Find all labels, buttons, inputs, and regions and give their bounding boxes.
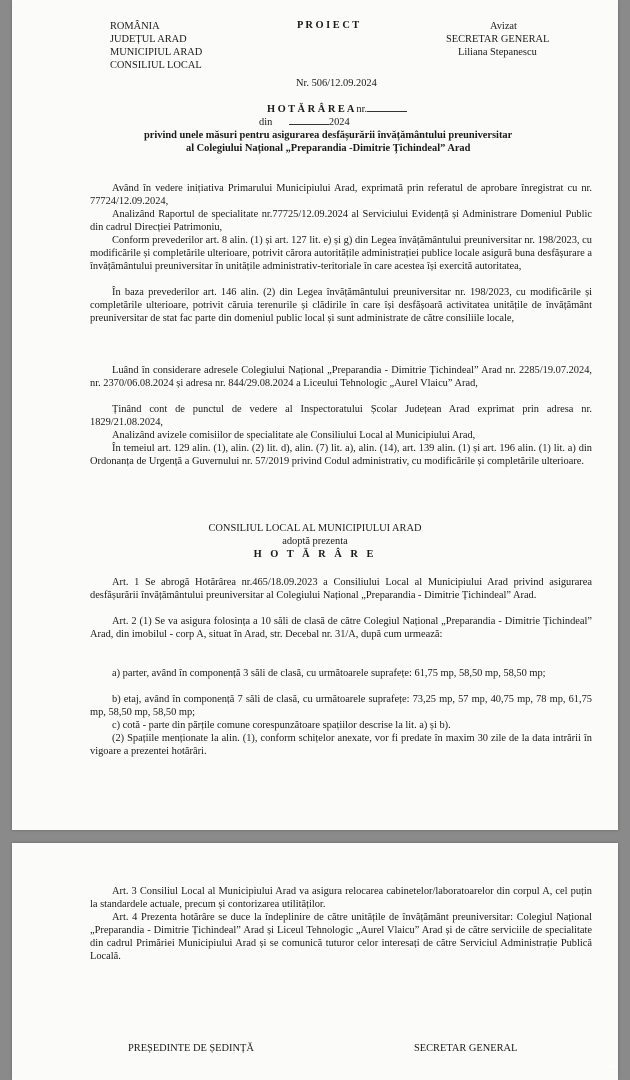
article-4: Art. 4 Prezenta hotărâre se duce la îndeplinire de către unitățile de învățământ preuniversitar: Colegiul Național „Preparandia - Dimitrie Țichindeal” Arad și Liceul Tehnologic „Aurel Vlaicu” Arad și de către serviciile de specialitate din cadrul Primăriei Municipiului Arad și se comunică tuturor celor interesați de către Serviciul Administrație Publică Locală. — [90, 912, 592, 962]
document-page-1 — [12, 0, 618, 830]
preamble-law-art146: În baza prevederilor art. 146 alin. (2) din Legea învățământului preuniversitar nr. 198/2023, cu modificările și completările ulterioare, potrivit căruia terenurile și clădirile în care își desfășoară activitatea unitățile de învățământ preuniversitar de stat fac parte din domeniul public local și sunt administrate de către consiliile locale, — [90, 287, 592, 324]
header-council: CONSILIUL LOCAL — [110, 60, 202, 71]
registration-number: Nr. 506/12.09.2024 — [296, 78, 377, 89]
article-2-ground-floor: a) parter, având în componență 3 săli de clasă, cu următoarele suprafețe: 61,75 mp, 58,50 mp, 58,50 mp; — [112, 668, 546, 679]
council-name: CONSILIUL LOCAL AL MUNICIPIULUI ARAD — [208, 523, 422, 534]
article-1: Art. 1 Se abrogă Hotărârea nr.465/18.09.2023 a Consiliului Local al Municipiului Arad privind asigurarea desfășurării învățământului preuniversitar al Colegiului Național „Preparandia - Dimitrie Țichindeal” Arad. — [90, 577, 592, 601]
secretary-general-title: SECRETAR GENERAL — [446, 34, 550, 45]
preamble-initiative: Având în vedere inițiativa Primarului Municipiului Arad, exprimată prin referatul de aprobare înregistrat cu nr. 77724/12.09.2024, — [90, 183, 592, 207]
article-2-upper-floor: b) etaj, având în componență 7 săli de clasă, cu următoarele suprafețe: 73,25 mp, 57 mp, 40,75 mp, 78 mp, 61,75 mp, 58,50 mp, 58,50 mp; — [90, 694, 592, 718]
title-subject-line-1: privind unele măsuri pentru asigurarea desfășurării învățământului preuniversitar — [144, 130, 513, 141]
title-heading — [267, 103, 407, 116]
title-nr-label: nr. — [356, 104, 368, 115]
preamble-inspectorate: Ținând cont de punctul de vedere al Inspectoratului Școlar Județean Arad exprimat prin adresa nr. 1829/21.08.2024, — [90, 404, 592, 428]
article-2-paragraph-2: (2) Spațiile menționate la alin. (1), conform schițelor anexate, vor fi predate în maxim 30 zile de la data intrării în vigoare a prezentei hotărâri. — [90, 733, 592, 757]
title-din-label: din — [259, 117, 273, 128]
endorsed-label: Avizat — [490, 21, 517, 32]
title-year: 2024 — [328, 117, 350, 128]
signature-president: PREȘEDINTE DE ȘEDINȚĂ — [128, 1043, 254, 1054]
header-county: JUDEȚUL ARAD — [110, 34, 187, 45]
header-municipality: MUNICIPIUL ARAD — [110, 47, 203, 58]
title-subject-line-2: al Colegiului Național „Preparandia -Dimitrie Țichindeal” Arad — [186, 143, 471, 154]
document-page-2 — [12, 843, 618, 1080]
preamble-law-art8: Conform prevederilor art. 8 alin. (1) și art. 127 lit. e) și g) din Legea învățământului preuniversitar nr. 198/2023, cu modificările și completările ulterioare, potrivit cărora autoritățile administrației publice locale asigură buna desfășurare a învățământului preuniversitar în unitățile administrativ-teritoriale în care acestea își exercită autoritatea, — [90, 235, 593, 272]
nr-blank-line — [367, 111, 407, 112]
date-blank-line — [289, 124, 329, 125]
council-adopts: adoptă prezenta — [282, 536, 348, 547]
article-2-intro: Art. 2 (1) Se va asigura folosința a 10 săli de clasă de către Colegiul Național „Preparandia - Dimitrie Țichindeal” Arad, din imobilul - corp A, situat în Arad, str. Decebal nr. 31/A, după cum urmează: — [90, 616, 592, 640]
title-heading-text: H O T Ă R Â R E A — [267, 104, 354, 115]
decision-heading: H O T Ă R Â R E — [253, 549, 377, 560]
secretary-general-name: Liliana Stepanescu — [458, 47, 537, 58]
preamble-committees: Analizând avizele comisiilor de specialitate ale Consiliului Local al Municipiului Arad, — [112, 430, 476, 441]
project-label: P R O I E C T — [297, 20, 360, 31]
header-country: ROMÂNIA — [110, 21, 160, 32]
signature-secretary: SECRETAR GENERAL — [414, 1043, 518, 1054]
title-date-line — [259, 116, 350, 129]
preamble-addresses: Luând în considerare adresele Colegiului Național „Preparandia - Dimitrie Țichindeal” Arad nr. 2285/19.07.2024, nr. 2370/06.08.2024 și adresa nr. 844/29.08.2024 a Liceului Tehnologic „Aurel Vlaicu” Arad, — [90, 365, 592, 389]
article-3: Art. 3 Consiliul Local al Municipiului Arad va asigura relocarea cabinetelor/laboratoarelor din corpul A, cel puțin la standardele actuale, precum și contorizarea utilităților. — [90, 886, 592, 910]
preamble-report: Analizând Raportul de specialitate nr.77725/12.09.2024 al Serviciului Evidență și Administrare Domeniul Public din cadrul Direcției Patrimoniu, — [90, 209, 592, 233]
article-2-common-parts: c) cotă - parte din părțile comune corespunzătoare spațiilor descrise la lit. a) și b). — [112, 720, 451, 731]
preamble-legal-basis: În temeiul art. 129 alin. (1), alin. (2) lit. d), alin. (7) lit. a), alin. (14), art. 139 alin. (1) și art. 196 alin. (1) lit. a) din Ordonanța de Urgență a Guvernului nr. 57/2019 privind Codul administrativ, cu modificările și completările ulterioare. — [90, 443, 592, 467]
corner-mark: * — [610, 1061, 616, 1075]
